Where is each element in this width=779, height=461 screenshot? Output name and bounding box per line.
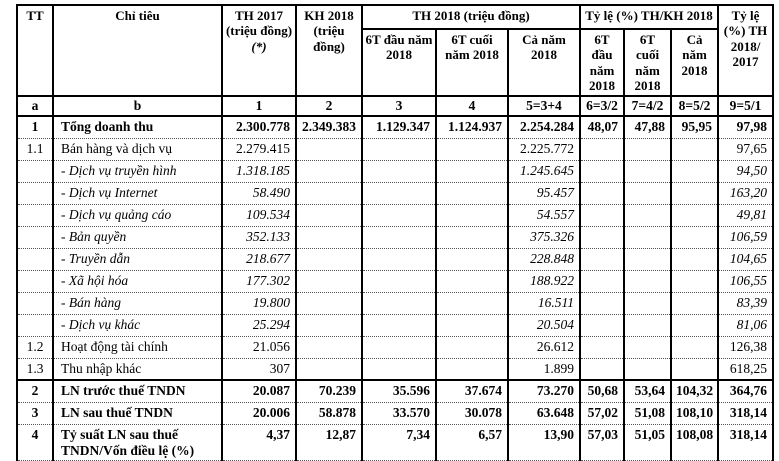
row-value: 57,03	[580, 424, 624, 460]
row-value: 1.318.185	[222, 160, 296, 182]
table-row	[17, 380, 773, 402]
row-value: 19.800	[222, 292, 296, 314]
row-value	[436, 336, 508, 358]
row-value	[671, 138, 718, 160]
row-value	[624, 292, 671, 314]
group-header-th2018: TH 2018 (triệu đồng)	[362, 5, 580, 29]
row-value: 57,02	[580, 402, 624, 424]
row-value: 25.294	[222, 314, 296, 336]
row-value: 104,32	[671, 380, 718, 402]
row-label: - Xã hội hóa	[53, 270, 222, 292]
row-value	[624, 160, 671, 182]
row-value	[671, 336, 718, 358]
row-value: 1.129.347	[362, 116, 436, 138]
row-value	[671, 182, 718, 204]
row-label: LN trước thuế TNDN	[53, 380, 222, 402]
row-value	[362, 314, 436, 336]
table-row	[17, 138, 773, 160]
row-label: - Bản quyền	[53, 226, 222, 248]
row-value: 1.245.645	[508, 160, 580, 182]
row-value: 126,38	[718, 336, 773, 358]
row-tt: 1.2	[17, 336, 53, 358]
row-value: 104,65	[718, 248, 773, 270]
colcode-b: b	[53, 96, 222, 116]
row-value	[296, 314, 362, 336]
subheader-6t-dau-tyle: 6T đầu năm 2018	[580, 29, 624, 96]
row-value	[580, 314, 624, 336]
table-row	[17, 226, 773, 248]
row-value	[296, 182, 362, 204]
row-value	[580, 204, 624, 226]
row-value	[296, 204, 362, 226]
colcode-2: 2	[296, 96, 362, 116]
col-header-th2017	[222, 5, 296, 96]
row-tt	[17, 292, 53, 314]
row-tt	[17, 270, 53, 292]
row-value: 83,39	[718, 292, 773, 314]
row-label: - Truyền dẫn	[53, 248, 222, 270]
row-value: 2.300.778	[222, 116, 296, 138]
row-value: 97,98	[718, 116, 773, 138]
row-value: 53,64	[624, 380, 671, 402]
row-tt: 1.1	[17, 138, 53, 160]
row-value	[436, 138, 508, 160]
col-header-kh2018: KH 2018 (triệu đồng)	[296, 5, 362, 96]
row-label: Bán hàng và dịch vụ	[53, 138, 222, 160]
row-value	[362, 226, 436, 248]
row-tt	[17, 182, 53, 204]
col-header-tt: TT	[17, 5, 53, 96]
row-value: 97,65	[718, 138, 773, 160]
row-value	[362, 182, 436, 204]
header-row-colcodes	[17, 96, 773, 116]
row-value	[624, 336, 671, 358]
row-label: - Dịch vụ khác	[53, 314, 222, 336]
row-value: 58.878	[296, 402, 362, 424]
row-label: Hoạt động tài chính	[53, 336, 222, 358]
row-value	[362, 204, 436, 226]
row-value: 49,81	[718, 204, 773, 226]
row-value: 177.302	[222, 270, 296, 292]
row-value	[624, 138, 671, 160]
row-value	[580, 270, 624, 292]
row-value	[580, 292, 624, 314]
row-value: 63.648	[508, 402, 580, 424]
row-value: 318,14	[718, 424, 773, 460]
row-value	[296, 226, 362, 248]
row-value: 73.270	[508, 380, 580, 402]
row-value	[296, 138, 362, 160]
row-tt: 1	[17, 116, 53, 138]
row-value	[296, 336, 362, 358]
row-value: 108,10	[671, 402, 718, 424]
row-value: 228.848	[508, 248, 580, 270]
row-value: 7,34	[362, 424, 436, 460]
footnote-marker: (*)	[251, 38, 267, 54]
row-value	[580, 182, 624, 204]
financial-table	[16, 4, 774, 461]
row-value: 12,87	[296, 424, 362, 460]
row-value: 13,90	[508, 424, 580, 460]
header-row-groups	[17, 5, 773, 29]
colcode-8: 8=5/2	[671, 96, 718, 116]
row-value	[362, 270, 436, 292]
row-value: 106,59	[718, 226, 773, 248]
row-value	[436, 226, 508, 248]
row-value	[362, 292, 436, 314]
row-value: 47,88	[624, 116, 671, 138]
row-tt	[17, 204, 53, 226]
row-value: 4,37	[222, 424, 296, 460]
table-row	[17, 402, 773, 424]
row-value	[624, 204, 671, 226]
colcode-6: 6=3/2	[580, 96, 624, 116]
row-value: 50,68	[580, 380, 624, 402]
row-value: 35.596	[362, 380, 436, 402]
table-row	[17, 292, 773, 314]
row-value	[580, 248, 624, 270]
row-label: - Dịch vụ Internet	[53, 182, 222, 204]
col-header-chi-tieu: Chỉ tiêu	[53, 5, 222, 96]
row-value: 30.078	[436, 402, 508, 424]
table-row	[17, 424, 773, 460]
row-label: - Bán hàng	[53, 292, 222, 314]
row-value: 51,08	[624, 402, 671, 424]
row-value: 2.279.415	[222, 138, 296, 160]
row-value	[362, 160, 436, 182]
row-value	[624, 226, 671, 248]
row-value: 95.457	[508, 182, 580, 204]
colcode-a: a	[17, 96, 53, 116]
row-value: 6,57	[436, 424, 508, 460]
row-value	[671, 270, 718, 292]
row-value: 2.254.284	[508, 116, 580, 138]
row-label: Thu nhập khác	[53, 358, 222, 380]
table-row	[17, 160, 773, 182]
row-value	[580, 336, 624, 358]
row-value: 163,20	[718, 182, 773, 204]
row-value: 318,14	[718, 402, 773, 424]
row-value	[580, 226, 624, 248]
row-tt	[17, 314, 53, 336]
row-value	[671, 314, 718, 336]
subheader-ca-nam-th: Cả năm 2018	[508, 29, 580, 96]
row-value	[362, 358, 436, 380]
table-row	[17, 116, 773, 138]
subheader-ca-nam-tyle: Cả năm 2018	[671, 29, 718, 96]
row-value	[436, 160, 508, 182]
row-value	[671, 248, 718, 270]
row-value: 108,08	[671, 424, 718, 460]
row-value: 20.087	[222, 380, 296, 402]
colcode-4: 4	[436, 96, 508, 116]
row-value	[296, 270, 362, 292]
subheader-6t-cuoi-tyle: 6T cuối năm 2018	[624, 29, 671, 96]
row-value	[624, 248, 671, 270]
row-value: 375.326	[508, 226, 580, 248]
row-value	[296, 292, 362, 314]
row-value: 218.677	[222, 248, 296, 270]
row-value: 106,55	[718, 270, 773, 292]
table-row	[17, 204, 773, 226]
row-value	[436, 182, 508, 204]
row-value	[362, 138, 436, 160]
row-value	[296, 358, 362, 380]
row-value	[671, 204, 718, 226]
colcode-3: 3	[362, 96, 436, 116]
colcode-1: 1	[222, 96, 296, 116]
row-value: 20.504	[508, 314, 580, 336]
row-value: 1.899	[508, 358, 580, 380]
col-header-tyle-2018-2017: Tỷ lệ (%) TH 2018/ 2017	[718, 5, 773, 96]
row-value	[580, 138, 624, 160]
row-value: 2.349.383	[296, 116, 362, 138]
row-value: 70.239	[296, 380, 362, 402]
table-row	[17, 358, 773, 380]
row-value	[671, 358, 718, 380]
row-value: 54.557	[508, 204, 580, 226]
row-value	[436, 292, 508, 314]
row-value	[624, 270, 671, 292]
row-value	[362, 336, 436, 358]
row-tt: 2	[17, 380, 53, 402]
row-label: - Dịch vụ quảng cáo	[53, 204, 222, 226]
row-value	[624, 314, 671, 336]
row-value	[362, 248, 436, 270]
row-value: 81,06	[718, 314, 773, 336]
row-value: 16.511	[508, 292, 580, 314]
row-value	[436, 270, 508, 292]
row-value: 618,25	[718, 358, 773, 380]
row-value	[296, 248, 362, 270]
row-value: 58.490	[222, 182, 296, 204]
row-value: 109.534	[222, 204, 296, 226]
row-tt	[17, 226, 53, 248]
table-row	[17, 270, 773, 292]
colcode-7: 7=4/2	[624, 96, 671, 116]
row-value: 26.612	[508, 336, 580, 358]
subheader-6t-dau-th: 6T đầu năm 2018	[362, 29, 436, 96]
row-value	[296, 160, 362, 182]
row-tt: 4	[17, 424, 53, 460]
table-row	[17, 182, 773, 204]
row-value: 94,50	[718, 160, 773, 182]
table-row	[17, 336, 773, 358]
row-value	[580, 358, 624, 380]
colcode-5: 5=3+4	[508, 96, 580, 116]
row-value	[436, 314, 508, 336]
row-value: 2.225.772	[508, 138, 580, 160]
row-value: 364,76	[718, 380, 773, 402]
row-value: 48,07	[580, 116, 624, 138]
row-value: 21.056	[222, 336, 296, 358]
row-value	[436, 248, 508, 270]
row-label: - Dịch vụ truyền hình	[53, 160, 222, 182]
row-tt: 1.3	[17, 358, 53, 380]
table-row	[17, 248, 773, 270]
row-tt	[17, 160, 53, 182]
row-value	[436, 204, 508, 226]
row-value: 188.922	[508, 270, 580, 292]
row-value: 95,95	[671, 116, 718, 138]
row-label: Tỷ suất LN sau thuế TNDN/Vốn điều lệ (%)	[53, 424, 222, 460]
row-value	[624, 182, 671, 204]
col-header-th2017-text: TH 2017 (triệu đồng)	[225, 8, 293, 39]
row-tt: 3	[17, 402, 53, 424]
row-value: 37.674	[436, 380, 508, 402]
row-value	[671, 226, 718, 248]
row-value: 20.006	[222, 402, 296, 424]
colcode-9: 9=5/1	[718, 96, 773, 116]
row-value	[671, 292, 718, 314]
row-value	[580, 160, 624, 182]
row-value: 51,05	[624, 424, 671, 460]
row-label: LN sau thuế TNDN	[53, 402, 222, 424]
table-row	[17, 314, 773, 336]
group-header-tyle: Tỷ lệ (%) TH/KH 2018	[580, 5, 718, 29]
row-value	[624, 358, 671, 380]
row-value: 352.133	[222, 226, 296, 248]
row-label: Tổng doanh thu	[53, 116, 222, 138]
subheader-6t-cuoi-th: 6T cuối năm 2018	[436, 29, 508, 96]
row-tt	[17, 248, 53, 270]
row-value	[436, 358, 508, 380]
row-value: 307	[222, 358, 296, 380]
row-value	[671, 160, 718, 182]
row-value: 33.570	[362, 402, 436, 424]
row-value: 1.124.937	[436, 116, 508, 138]
